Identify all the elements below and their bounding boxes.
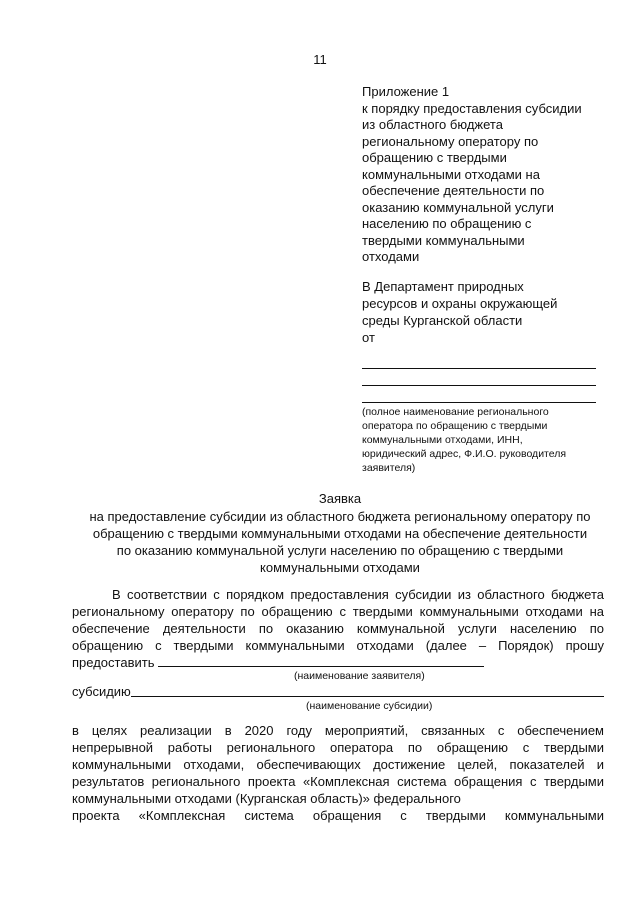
blank-line — [362, 386, 596, 403]
appendix-line: к порядку предоставления субсидии — [362, 100, 582, 116]
applicant-name-blank — [158, 654, 484, 667]
purpose-last-line: проекта «Комплексная система обращения с твердыми коммунальными — [72, 808, 604, 823]
title-line: на предоставление субсидии из областного бюджета региональному оператору по — [89, 509, 591, 524]
purpose-text: в целях реализации в 2020 году мероприятий, связанных с обеспечением непрерывной работы регионального оператора по обращению с твердыми коммунальными отходами, обеспечивающих достижение целей, показателей и результатов регионального проекта «Комплексная система обращения с твердыми коммунальными отходами (Курганская область)» федерального — [72, 723, 604, 806]
blank-line — [362, 369, 596, 386]
appendix-header — [362, 84, 612, 266]
appendix-line: из областного бюджета — [362, 117, 503, 132]
applicant-note-line: (полное наименование регионального — [362, 406, 549, 418]
applicant-note-line: коммунальными отходами, ИНН, — [362, 434, 523, 446]
applicant-note — [362, 405, 612, 475]
recipient-line: В Департамент природных — [362, 279, 524, 294]
applicant-note-line: юридический адрес, Ф.И.О. руководителя — [362, 448, 567, 460]
applicant-note-line: заявителя) — [362, 462, 416, 474]
request-text: В соответствии с порядком предоставления субсидии из областного бюджета региональному оператору по обращению с твердыми коммунальными отходами на обеспечение деятельности по оказанию коммунальной услуги населению по обращению с твердыми коммунальными отходами (далее – Порядок) прошу предоставить — [72, 587, 604, 670]
subsidy-name-caption: (наименование субсидии) — [306, 700, 433, 712]
subsidy-label: субсидию — [72, 684, 131, 699]
blank-line — [362, 352, 596, 369]
title-line: коммунальными отходами — [260, 560, 420, 575]
document-title — [70, 490, 610, 576]
appendix-line: отходами — [362, 249, 420, 264]
appendix-line: оказанию коммунальной услуги — [362, 199, 554, 215]
applicant-note-line: оператора по обращению с твердыми — [362, 420, 548, 432]
appendix-line: твердыми коммунальными — [362, 232, 525, 248]
appendix-line: населению по обращению с — [362, 216, 532, 231]
recipient-block — [362, 278, 612, 346]
title-line: по оказанию коммунальной услуги населению по обращению с твердыми — [116, 543, 564, 558]
recipient-line: от — [362, 330, 375, 345]
appendix-line: обращению с твердыми — [362, 150, 507, 165]
recipient-line: ресурсов и охраны окружающей — [362, 296, 558, 311]
applicant-name-caption: (наименование заявителя) — [294, 670, 425, 682]
subsidy-name-blank — [131, 683, 604, 697]
appendix-line: коммунальными отходами на — [362, 166, 540, 182]
title-heading: Заявка — [318, 491, 362, 506]
page-number: 11 — [313, 52, 327, 67]
applicant-blank-lines — [362, 352, 596, 403]
recipient-line: среды Курганской области — [362, 313, 523, 328]
appendix-line: Приложение 1 — [362, 84, 450, 99]
appendix-line: региональному оператору по — [362, 133, 539, 149]
subsidy-row — [72, 683, 604, 700]
purpose-paragraph — [72, 722, 604, 824]
title-line: обращению с твердыми коммунальными отходами на обеспечение деятельности — [92, 526, 588, 541]
appendix-line: обеспечение деятельности по — [362, 183, 545, 198]
request-paragraph — [72, 586, 604, 671]
